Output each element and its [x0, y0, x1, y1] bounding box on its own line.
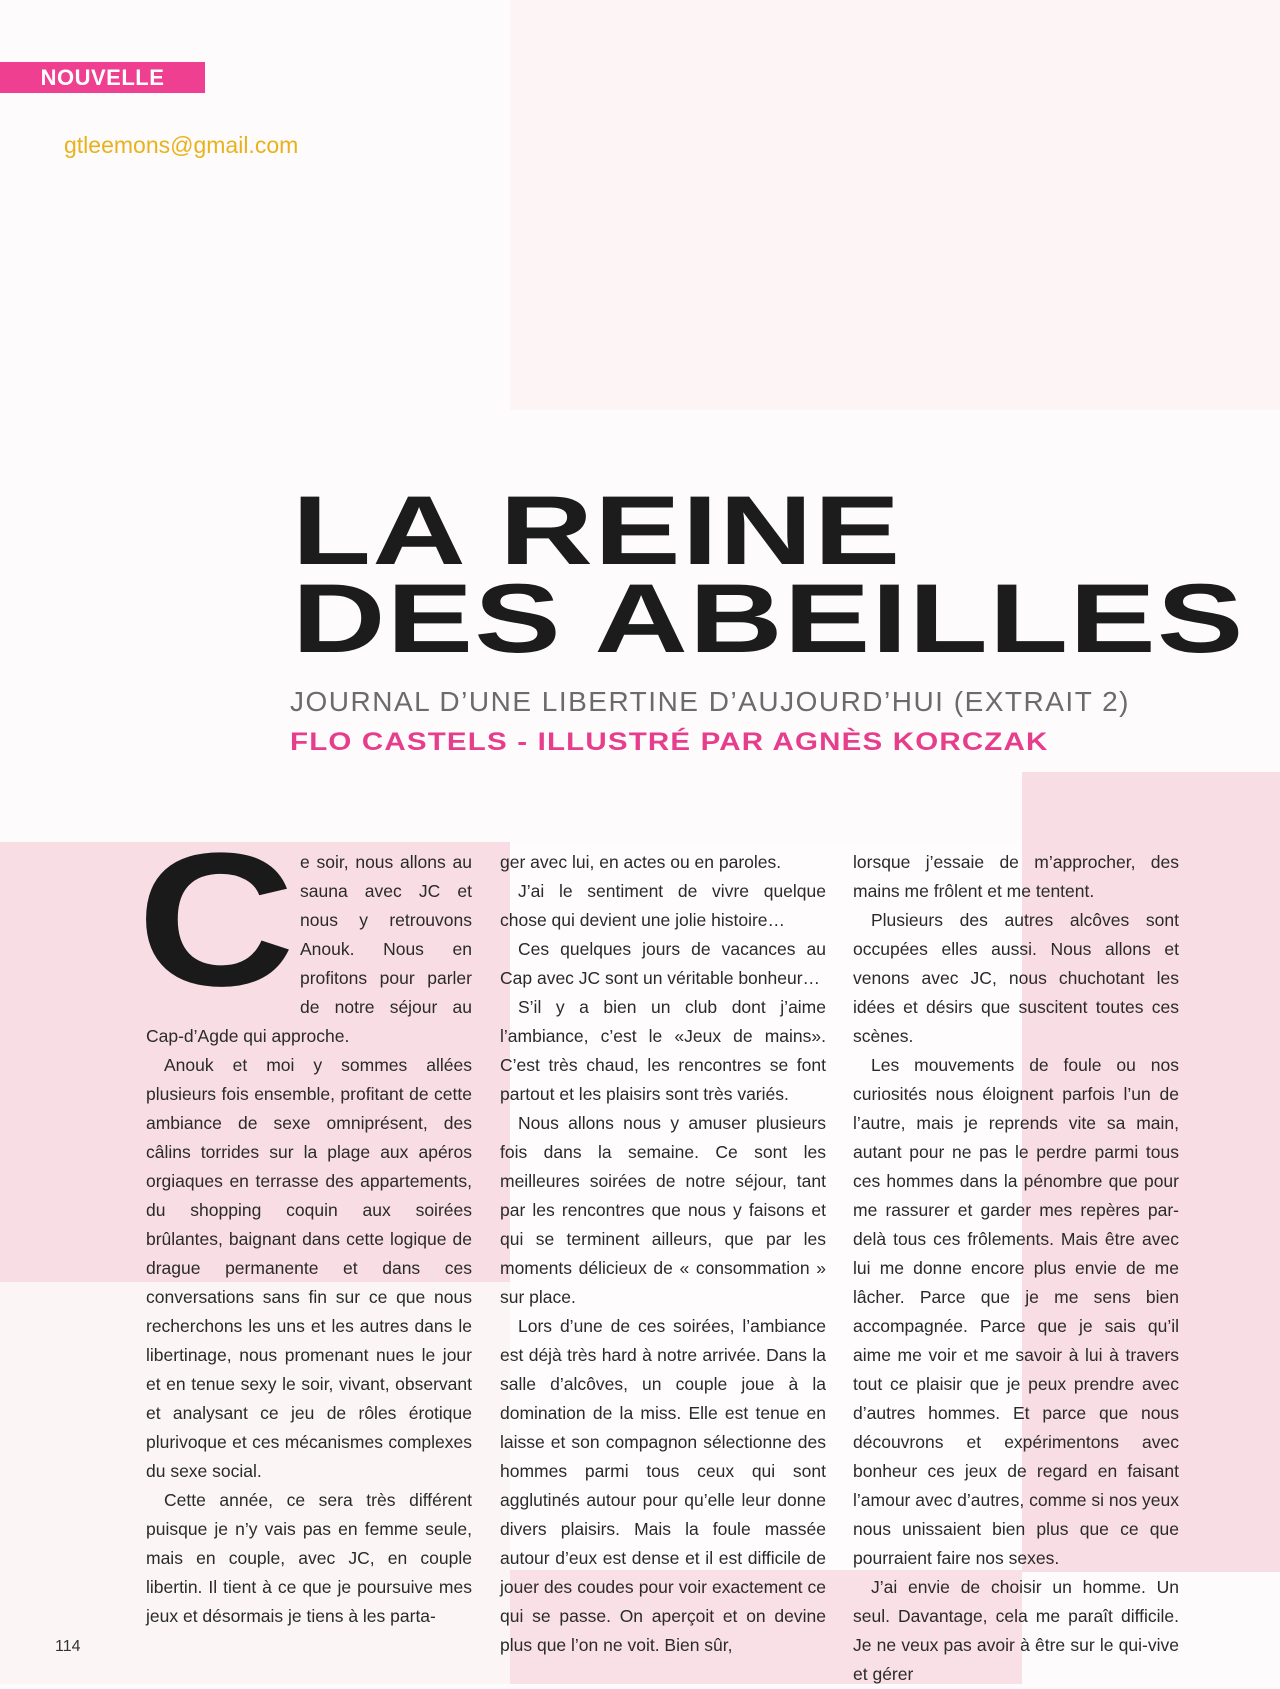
paragraph: Anouk et moi y sommes allées plusieurs fois ensemble, profitant de cette ambiance de sexe omniprésent, des câlins torrides sur la plage aux apéros orgiaques en terrasse des appartements, du shopping coquin aux soirées brûlantes, baignant dans cette logique de drague permanente et dans ces conversations sans fin sur ce que nous recherchons les uns et les autres dans le libertinage, nous promenant nues le jour et en tenue sexy le soir, vivant, observant et analysant ce jeu de rôles érotique plurivoque et ces mécanismes complexes du sexe social.: [146, 1055, 472, 1481]
paragraph: S’il y a bien un club dont j’aime l’ambiance, c’est le «Jeux de mains». C’est très chaud, les rencontres se font partout et les plaisirs sont très variés.: [500, 997, 826, 1104]
paragraph: Plusieurs des autres alcôves sont occupées elles aussi. Nous allons et venons avec JC, nous chuchotant les idées et désirs que suscitent toutes ces scènes.: [853, 910, 1179, 1046]
paragraph: lorsque j’essaie de m’approcher, des mains me frôlent et me tentent.: [853, 852, 1179, 901]
section-tag: NOUVELLE: [0, 62, 205, 93]
article-subtitle: JOURNAL D’UNE LIBERTINE D’AUJOURD’HUI (EXTRAIT 2): [290, 686, 1130, 717]
page-number: 114: [55, 1638, 81, 1655]
article-title: [292, 475, 1245, 673]
paragraph: ger avec lui, en actes ou en paroles.: [500, 852, 782, 872]
paragraph: Lors d’une de ces soirées, l’ambiance est déjà très hard à notre arrivée. Dans la salle d’alcôves, un couple joue à la domination de la miss. Elle est tenue en laisse et son compagnon sélectionne des hommes parmi tous ceux qui sont agglutinés autour pour qu’elle leur donne divers plaisirs. Mais la foule massée autour d’eux est dense et il est difficile de jouer des coudes pour voir exactement ce qui se passe. On aperçoit et on devine plus que l’on ne voit. Bien sûr,: [500, 1316, 826, 1655]
paragraph: Cette année, ce sera très différent puisque je n’y vais pas en femme seule, mais en couple, avec JC, en couple libertin. Il tient à ce que je poursuive mes jeux et désormais je tiens à les parta-: [146, 1490, 472, 1626]
title-line-1: LA REINE: [292, 475, 902, 585]
paragraph: J’ai le sentiment de vivre quelque chose qui devient une jolie histoire…: [500, 881, 826, 930]
title-line-2: DES ABEILLES: [292, 563, 1245, 673]
article-byline: FLO CASTELS - ILLUSTRÉ PAR AGNÈS KORCZAK: [290, 728, 1049, 756]
text-column-1: [137, 814, 472, 1631]
paragraph: Les mouvements de foule ou nos curiosités nous éloignent parfois l’un de l’autre, mais je reprends vite sa main, autant pour ne pas le perdre parmi tous ces hommes dans la pénombre que pour me rassurer et garder mes repères par-delà tous ces frôlements. Mais être avec lui me donne encore plus envie de me lâcher. Parce que je me sens bien accompagnée. Parce que je sais qu’il aime me voir et me savoir à lui à travers tout ce plaisir que je peux prendre avec d’autres hommes. Et parce que nous découvrons et expérimentons avec bonheur ces jeux de regard en faisant l’amour avec d’autres, comme si nos yeux nous unissaient bien plus que ce que pourraient faire nos sexes.: [853, 1055, 1179, 1568]
text-column-3: [853, 848, 1179, 1689]
text-column-2: [500, 848, 826, 1660]
paragraph: Nous allons nous y amuser plusieurs fois dans la semaine. Ce sont les meilleures soirées de notre séjour, tant par les rencontres que nous y faisons et qui se terminent ailleurs, que par les moments délicieux de « consommation » sur place.: [500, 1113, 826, 1307]
paragraph: J’ai envie de choisir un homme. Un seul. Davantage, cela me paraît difficile. Je ne veux pas avoir à être sur le qui-vive et gérer: [853, 1577, 1179, 1684]
background-block: [510, 0, 1280, 410]
email-text: gtleemons@gmail.com: [64, 132, 299, 158]
paragraph: Ces quelques jours de vacances au Cap avec JC sont un véritable bonheur…: [500, 939, 826, 988]
drop-cap: C: [137, 814, 295, 1026]
paragraph: e soir, nous allons au sauna avec JC et nous y retrouvons Anouk. Nous en profitons pour parler de notre séjour au Cap-d’Agde qui approche.: [146, 852, 472, 1046]
